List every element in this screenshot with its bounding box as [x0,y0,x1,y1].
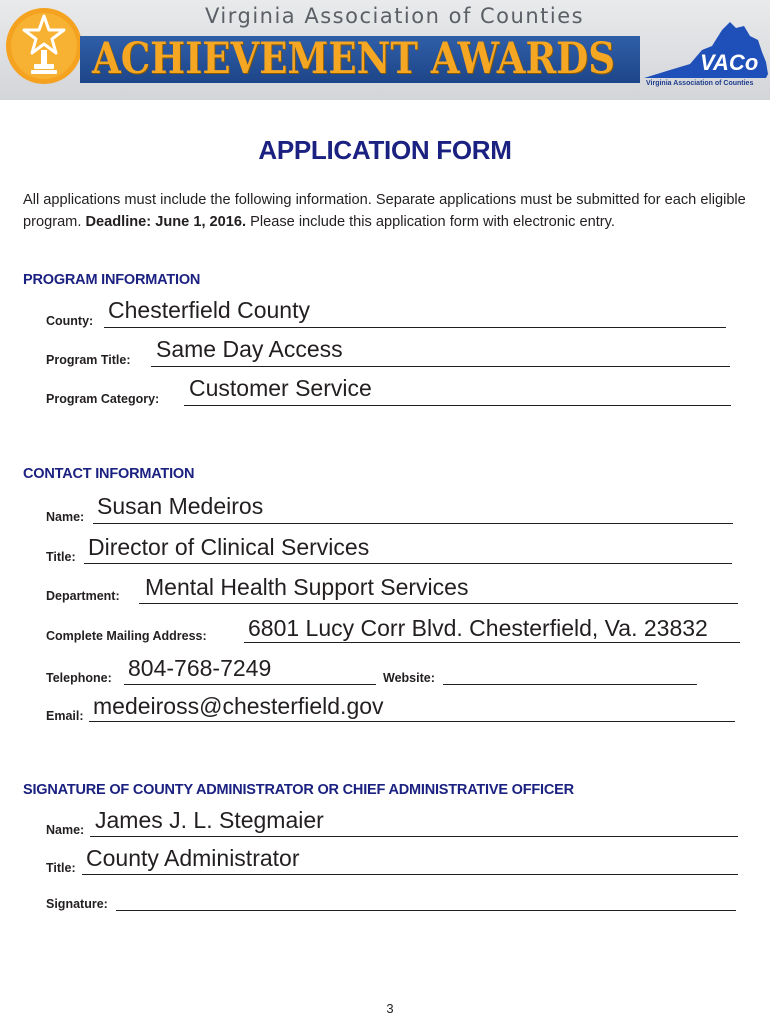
telephone-label: Telephone: [46,671,112,685]
contact-name-field[interactable]: Susan Medeiros [97,493,264,519]
contact-section-heading: CONTACT INFORMATION [23,466,195,482]
program-title-field[interactable]: Same Day Access [156,336,343,362]
contact-title-field-line [84,563,732,564]
contact-title-label: Title: [46,550,76,564]
email-label: Email: [46,709,84,723]
intro-deadline: Deadline: June 1, 2016. [85,214,247,230]
telephone-field[interactable]: 804-768-7249 [128,655,272,681]
signature-field-line [116,910,736,911]
admin-name-label: Name: [46,823,85,837]
mailing-address-label: Complete Mailing Address: [46,629,207,643]
program-section-heading: PROGRAM INFORMATION [23,272,201,288]
program-title-field-line [151,366,730,367]
program-category-label: Program Category: [46,392,160,406]
mailing-address-field-line [244,642,740,643]
intro-paragraph [23,189,753,233]
email-field[interactable]: medeiross@chesterfield.gov [93,693,384,719]
contact-name-field-line [93,523,733,524]
admin-title-field-line [82,874,738,875]
admin-title-field[interactable]: County Administrator [86,845,300,871]
department-field[interactable]: Mental Health Support Services [145,574,469,600]
signature-section-heading: SIGNATURE OF COUNTY ADMINISTRATOR OR CHIEF ADMINISTRATIVE OFFICER [23,782,574,798]
county-label: County: [46,314,94,328]
admin-title-label: Title: [46,861,76,875]
banner-org-name: Virginia Association of Counties [205,4,585,28]
department-field-line [139,603,738,604]
page-title: APPLICATION FORM [258,135,512,165]
program-title-label: Program Title: [46,353,131,367]
county-field-line [104,327,726,328]
signature-label: Signature: [46,897,108,911]
admin-name-field-line [90,836,738,837]
department-label: Department: [46,589,120,603]
website-label: Website: [383,671,435,685]
website-field-line [443,684,697,685]
vaco-logo-text: VACo [700,50,759,75]
contact-title-field[interactable]: Director of Clinical Services [88,534,370,560]
intro-text-2: Please include this application form with electronic entry. [250,214,615,230]
intro-text-1: All applications must include the following information. Separate applications must be submitted for each eligible program. [23,192,746,230]
page-number: 3 [386,1001,394,1016]
program-category-field-line [184,405,731,406]
mailing-address-field[interactable]: 6801 Lucy Corr Blvd. Chesterfield, Va. 23832 [248,615,708,641]
contact-name-label: Name: [46,510,85,524]
email-field-line [89,721,735,722]
vaco-caption: Virginia Association of Counties [646,80,754,87]
star-trophy-icon [4,6,84,86]
admin-name-field[interactable]: James J. L. Stegmaier [95,807,324,833]
telephone-field-line [124,684,376,685]
banner-title: ACHIEVEMENT AWARDS [92,34,615,84]
county-field[interactable]: Chesterfield County [108,297,310,323]
program-category-field[interactable]: Customer Service [189,375,372,401]
